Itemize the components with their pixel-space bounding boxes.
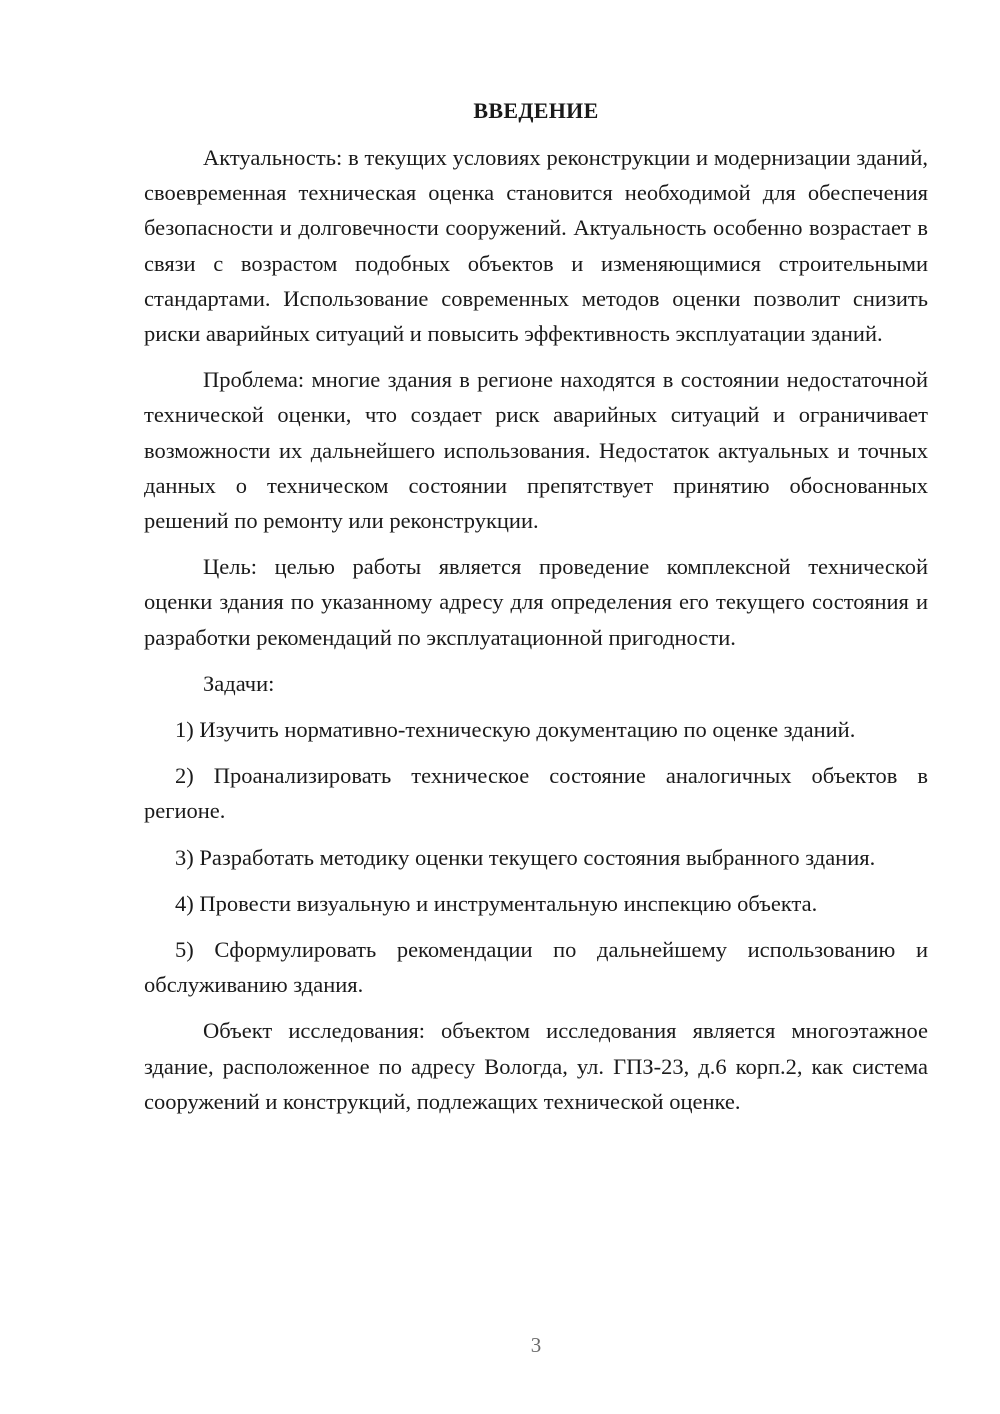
page-number: 3 (530, 1333, 542, 1357)
object-paragraph: Объект исследования: объектом исследования является многоэтажное здание, расположенное по адресу Вологда, ул. ГПЗ-23, д.6 корп.2, как система сооружений и конструкций, подлежащих технической оценке. (144, 1018, 928, 1114)
tasks-heading: Задачи: (203, 670, 275, 696)
goal-paragraph: Цель: целью работы является проведение комплексной технической оценки здания по указанному адресу для определения его текущего состояния и разработки рекомендаций по эксплуатационной пригодности. (144, 554, 928, 650)
task-item-3: 3) Разработать методику оценки текущего состояния выбранного здания. (175, 844, 876, 870)
problem-paragraph: Проблема: многие здания в регионе находятся в состоянии недостаточной технической оценки, что создает риск аварийных ситуаций и ограничивает возможности их дальнейшего использования. Недостаток актуальных и точных данных о техническом состоянии препятствует принятию обоснованных решений по ремонту или реконструкции. (144, 367, 928, 534)
task-item-1: 1) Изучить нормативно-техническую документацию по оценке зданий. (175, 717, 856, 743)
document-page (144, 94, 928, 1130)
page-title: ВВЕДЕНИЕ (473, 98, 599, 123)
task-item-5: 5) Сформулировать рекомендации по дальнейшему использованию и обслуживанию здания. (144, 937, 928, 998)
relevance-paragraph: Актуальность: в текущих условиях реконструкции и модернизации зданий, своевременная техническая оценка становится необходимой для обеспечения безопасности и долговечности сооружений. Актуальность особенно возрастает в связи с возрастом подобных объектов и изменяющимися строительными стандартами. Использование современных методов оценки позволит снизить риски аварийных ситуаций и повысить эффективность эксплуатации зданий. (144, 145, 928, 347)
task-item-2: 2) Проанализировать техническое состояние аналогичных объектов в регионе. (144, 763, 928, 824)
task-item-4: 4) Провести визуальную и инструментальную инспекцию объекта. (175, 890, 818, 916)
